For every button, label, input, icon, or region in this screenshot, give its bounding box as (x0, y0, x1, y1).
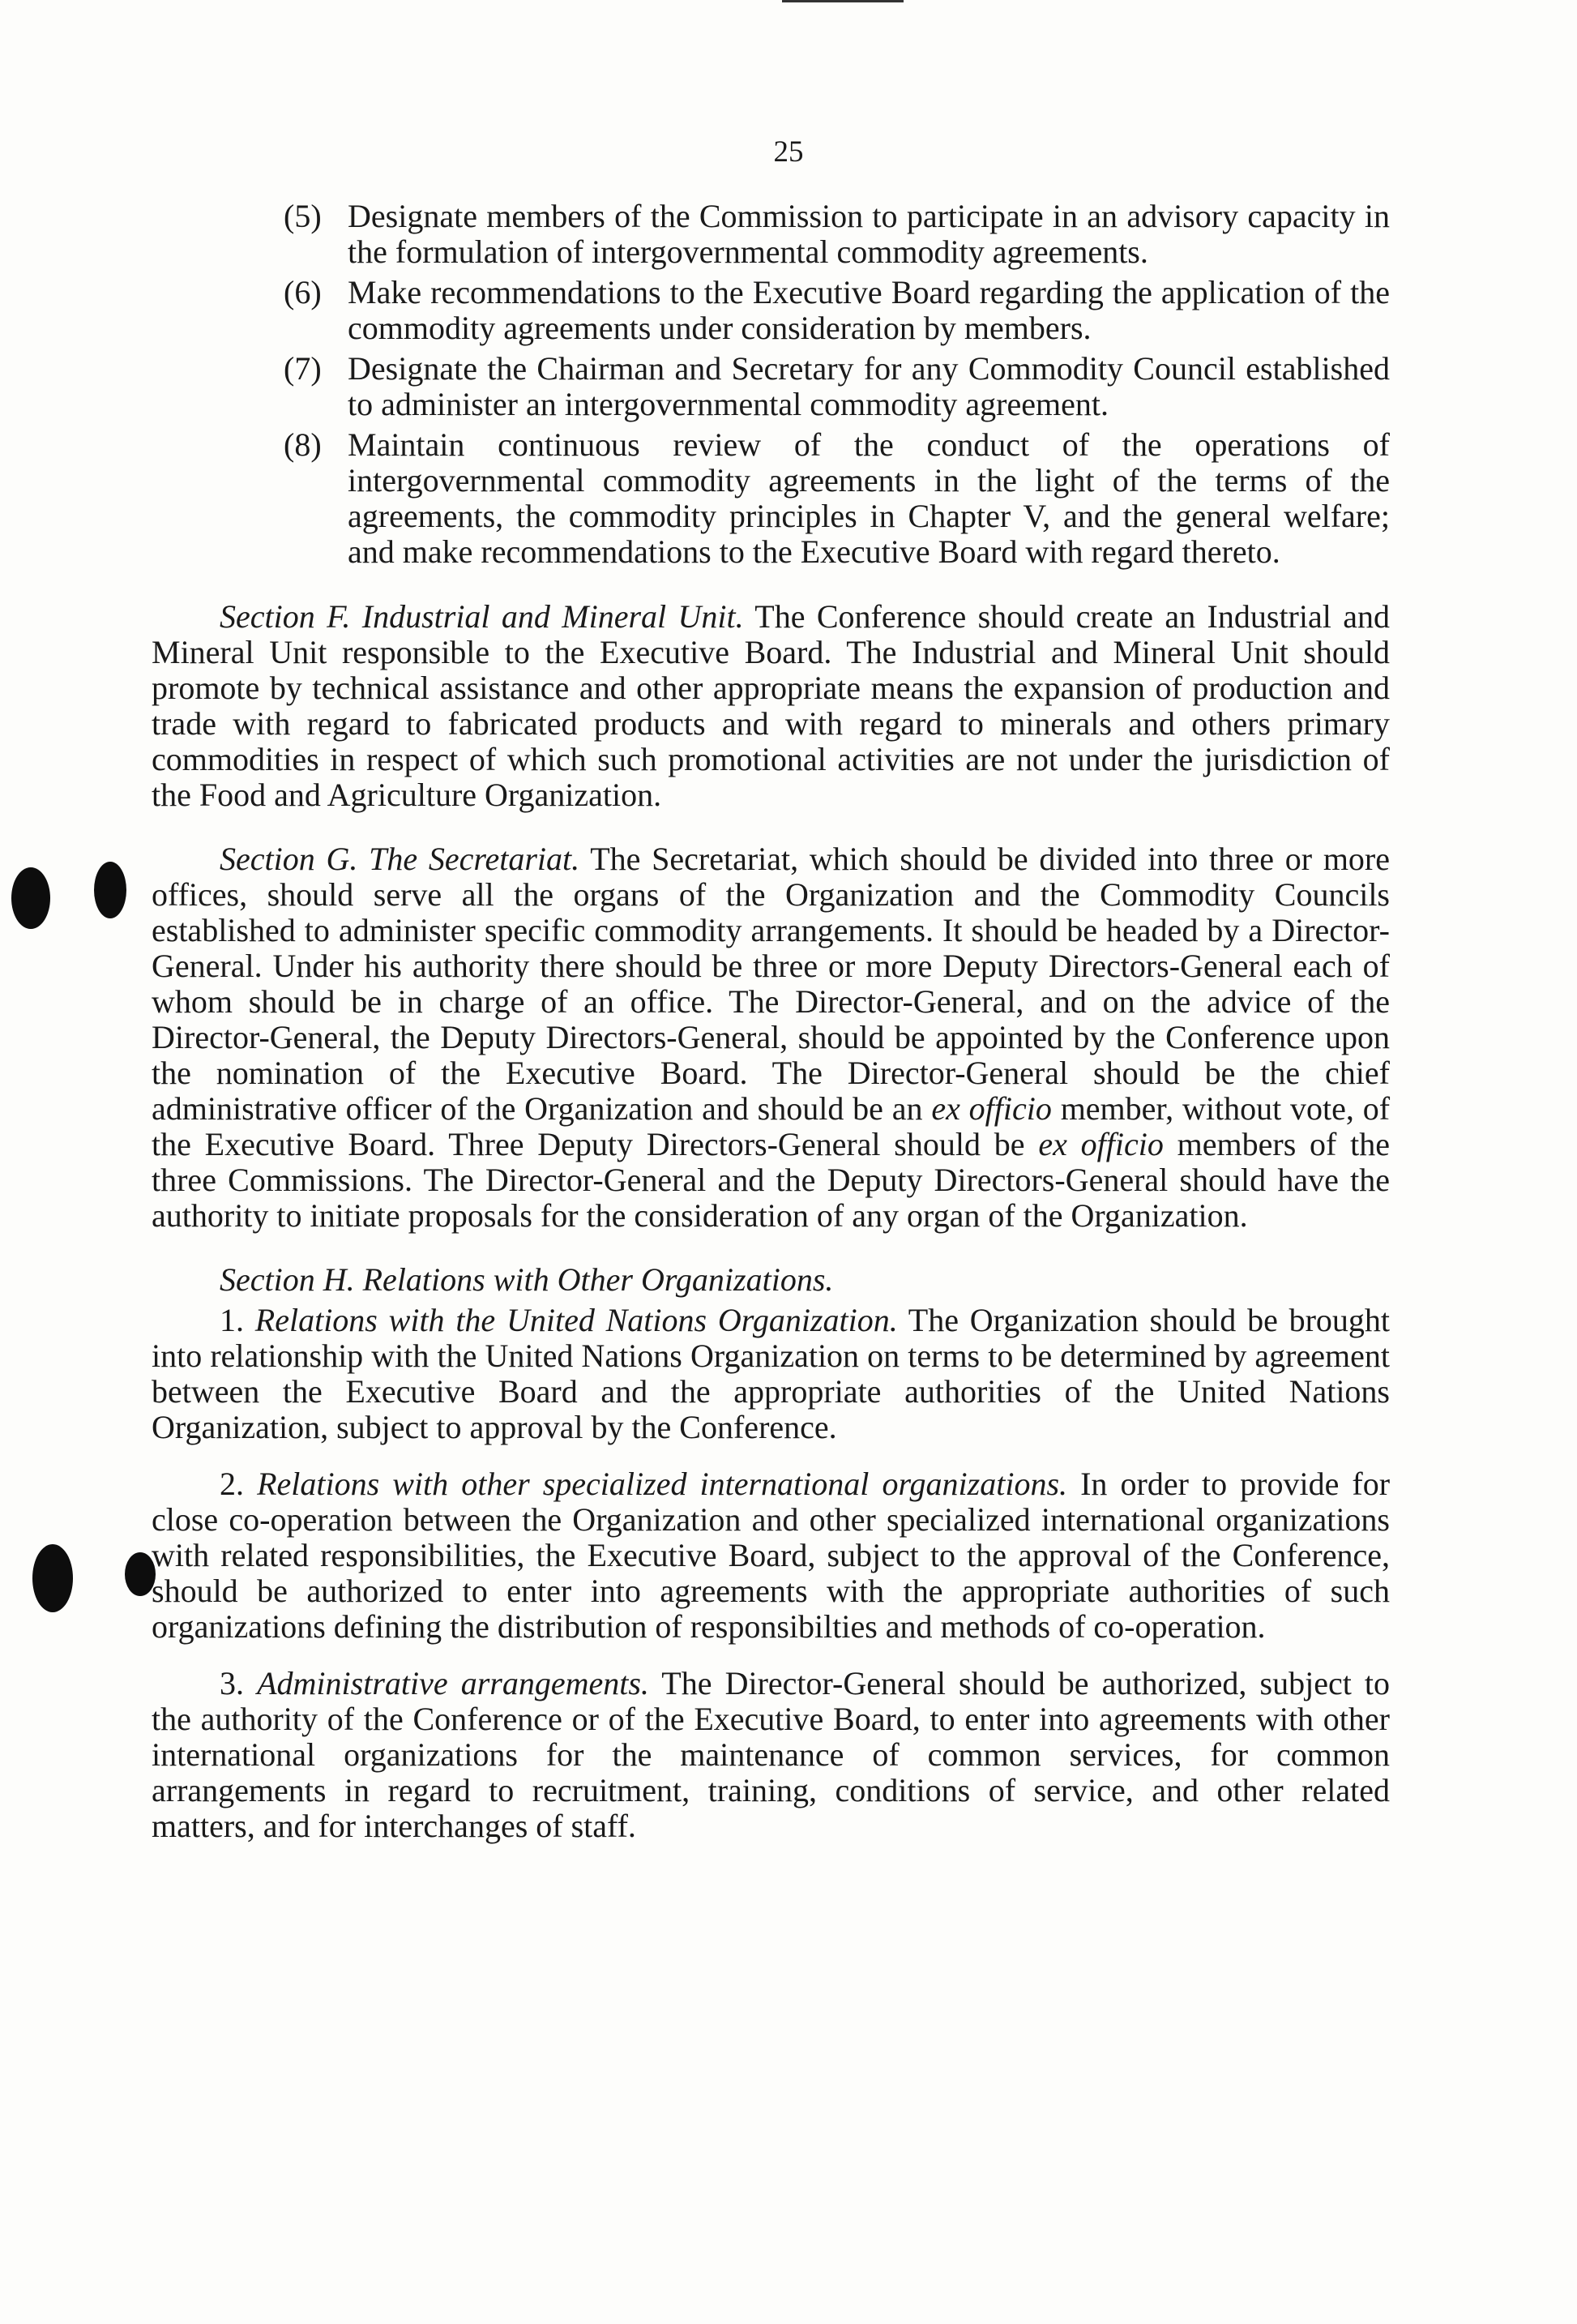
list-item-number: (6) (284, 274, 322, 310)
subsection-number: 2. (220, 1466, 244, 1502)
section-g-text: The Secretariat, which should be divided into three or more offices, should serve all the organs of the Organization and the Commodity Councils established to administer specific commodity arrangements. It should be headed by a Director-General. Under his authority there should be three or more Deputy Directors-General each of whom should be in charge of an office. The Director-General, and on the advice of the Director-General, the Deputy Directors-General, should be appointed by the Conference upon the nomination of the Executive Board. The Director-General should be the chief administrative officer of the Organization and should be an (152, 841, 1391, 1127)
list-item-text: Designate members of the Commission to participate in an advisory capacity in the formulation of intergovernmental commodity agreements. (348, 198, 1390, 270)
section-f-paragraph (152, 599, 1390, 813)
list-item-text: Make recommendations to the Executive Board regarding the application of the commodity agreements under consideration by members. (348, 274, 1390, 346)
list-item-text: Designate the Chairman and Secretary for any Commodity Council established to administer an intergovernmental commodity agreement. (348, 350, 1390, 422)
section-g-paragraph (152, 841, 1390, 1234)
ex-officio-term: ex officio (1038, 1126, 1164, 1162)
punch-hole-mark-2 (94, 862, 126, 918)
section-h-heading: Section H. Relations with Other Organizations. (220, 1261, 834, 1298)
subsection-title: Relations with the United Nations Organization. (254, 1302, 898, 1338)
section-g-heading: Section G. The Secretariat. (220, 841, 580, 877)
list-item-number: (8) (284, 426, 322, 463)
section-h-subsection (152, 1666, 1390, 1844)
section-h-subsection (152, 1303, 1390, 1445)
subsection-number: 3. (220, 1665, 244, 1701)
punch-hole-mark-3 (32, 1544, 73, 1612)
list-item (152, 275, 1390, 346)
subsection-text: The Director-General should be authorized, subject to the authority of the Conference or of the Executive Board, to enter into agreements with other international organizations for the maintenance of common services, for common arrangements in regard to recruitment, training, conditions of service, and other related matters, and for interchanges of staff. (152, 1665, 1391, 1844)
section-h-subsection (152, 1466, 1390, 1645)
list-item (152, 351, 1390, 422)
list-item (152, 427, 1390, 570)
punch-hole-mark-1 (11, 867, 50, 929)
list-item-text: Maintain continuous review of the conduct of the operations of intergovernmental commodity agreements in the light of the terms of the agreements, the commodity principles in Chapter V, and the general welfare; and make recommendations to the Executive Board with regard thereto. (348, 426, 1390, 570)
top-rule (782, 0, 904, 2)
section-f-text: The Conference should create an Industrial and Mineral Unit responsible to the Executive Board. The Industrial and Mineral Unit should promote by technical assistance and other appropriate means the expansion of production and trade with regard to fabricated products and with regard to minerals and others primary commodities in respect of which such promotional activities are not under the jurisdiction of the Food and Agriculture Organization. (152, 598, 1390, 813)
numbered-list (152, 199, 1390, 570)
document-body (152, 199, 1390, 1865)
page-number: 25 (773, 135, 804, 169)
section-f-heading: Section F. Industrial and Mineral Unit. (220, 598, 744, 635)
section-g-text: member, without vote, of the Executive Board. Three Deputy Directors-General should be (152, 1090, 1391, 1162)
ex-officio-term: ex officio (931, 1090, 1052, 1127)
subsection-text: The Organization should be brought into relationship with the United Nations Organization on terms to be determined by agreement between the Executive Board and the appropriate authorities of the United Nations Organization, subject to approval by the Conference. (152, 1302, 1391, 1445)
subsection-number: 1. (220, 1302, 244, 1338)
subsection-text: In order to provide for close co-operation between the Organization and other specialized international organizations with related responsibilities, the Executive Board, subject to the approval of the Conference, should be authorized to enter into agreements with the appropriate authorities of such organizations defining the distribution of responsibilties and methods of co-operation. (152, 1466, 1391, 1645)
section-g-text: members of the three Commissions. The Director-General and the Deputy Directors-General should have the authority to initiate proposals for the consideration of any organ of the Organization. (152, 1126, 1391, 1234)
list-item-number: (5) (284, 198, 322, 234)
list-item-number: (7) (284, 350, 322, 387)
list-item (152, 199, 1390, 270)
subsection-title: Administrative arrangements. (257, 1665, 649, 1701)
subsection-title: Relations with other specialized international organizations. (257, 1466, 1068, 1502)
